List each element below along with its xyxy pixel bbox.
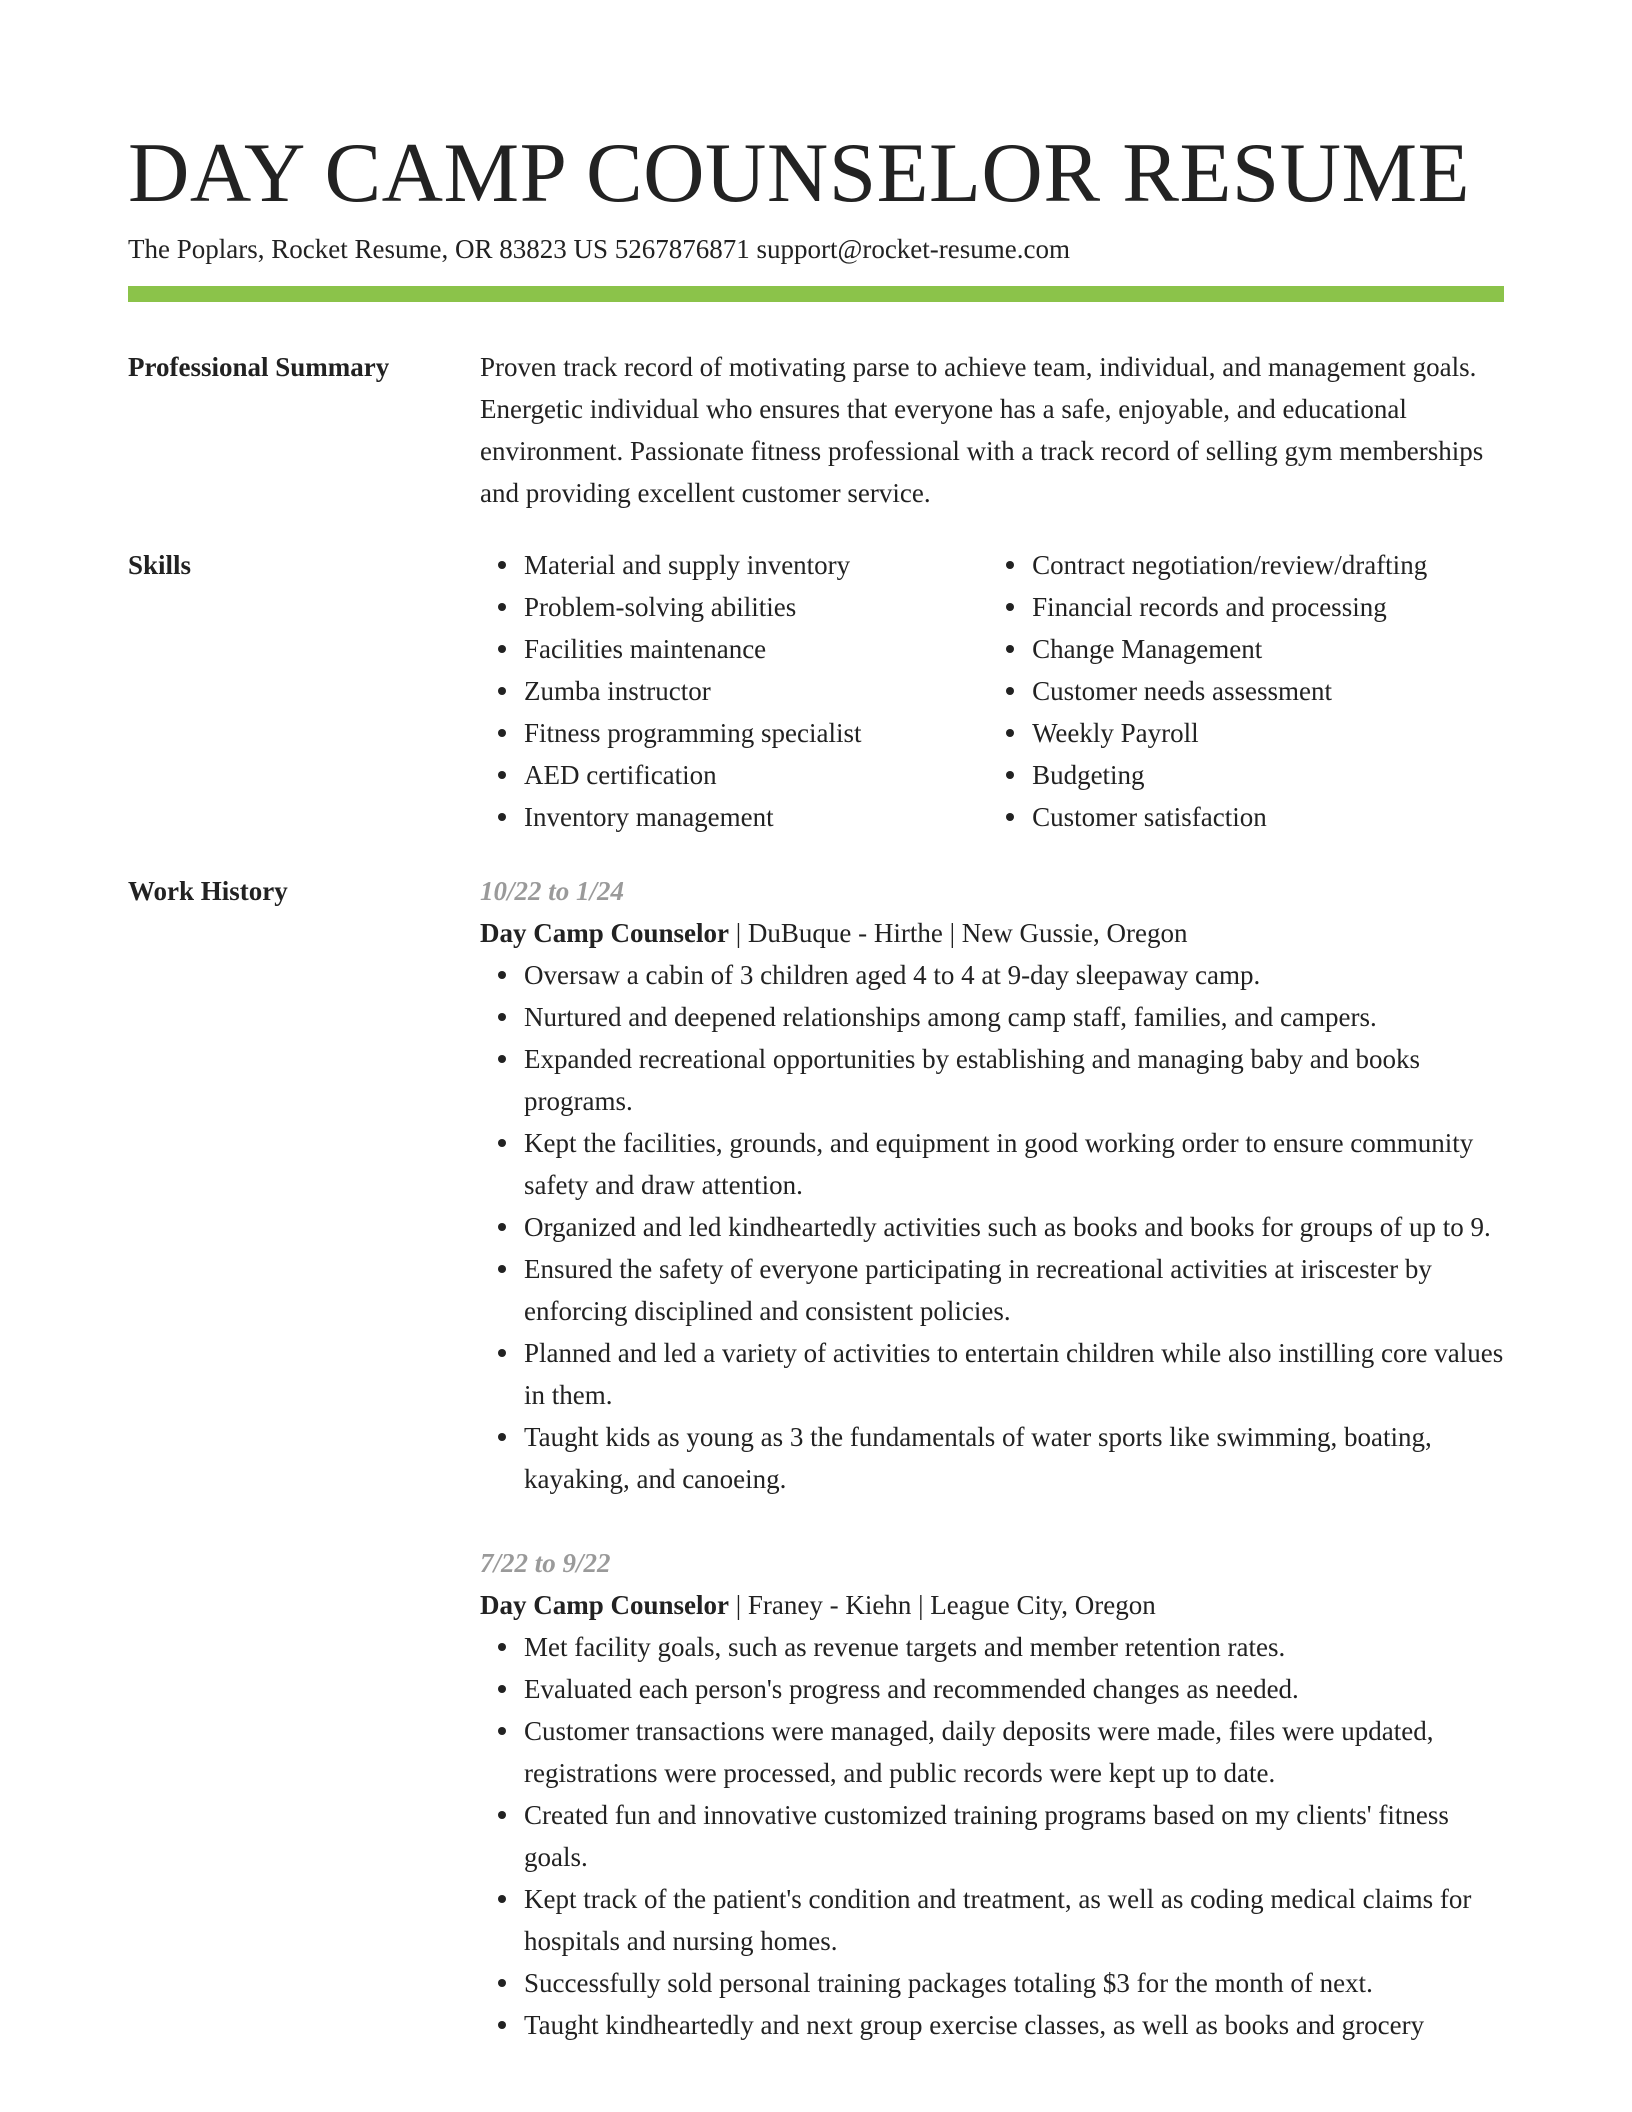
job-duty: Ensured the safety of everyone participating in recreational activities at iriscester by enforcing disciplined and consistent policies. [524, 1248, 1504, 1332]
skill-item: Budgeting [1032, 754, 1504, 796]
job-duty: Customer transactions were managed, daily deposits were made, files were updated, registrations were processed, and public records were kept up to date. [524, 1710, 1504, 1794]
job-duty: Created fun and innovative customized training programs based on my clients' fitness goals. [524, 1794, 1504, 1878]
job-employer-location: | DuBuque - Hirthe | New Gussie, Oregon [729, 918, 1188, 948]
skill-item: Facilities maintenance [524, 628, 980, 670]
skills-heading: Skills [128, 550, 192, 580]
work-history-heading: Work History [128, 876, 288, 906]
job-duty: Planned and led a variety of activities to entertain children while also instilling core values in them. [524, 1332, 1504, 1416]
skill-item: Contract negotiation/review/drafting [1032, 544, 1504, 586]
skill-item: Material and supply inventory [524, 544, 980, 586]
job-title: Day Camp Counselor [480, 1590, 730, 1620]
skill-item: Problem-solving abilities [524, 586, 980, 628]
summary-text: Proven track record of motivating parse to achieve team, individual, and management goals. Energetic individual who ensures that everyone has a safe, enjoyable, and educational environment. Passionate fitness professional with a track record of selling gym memberships and providing excellent customer service. [480, 352, 1484, 508]
skill-item: Financial records and processing [1032, 586, 1504, 628]
skills-list-right [980, 544, 1504, 838]
job-entry [480, 870, 1504, 1500]
skill-item: Zumba instructor [524, 670, 980, 712]
header-divider [128, 286, 1504, 302]
skills-list-left [480, 544, 980, 838]
skills-columns [480, 544, 1504, 838]
job-duty: Oversaw a cabin of 3 children aged 4 to 4 at 9-day sleepaway camp. [524, 954, 1504, 996]
job-duty: Taught kindheartedly and next group exercise classes, as well as books and grocery [524, 2004, 1504, 2046]
skill-item: Fitness programming specialist [524, 712, 980, 754]
contact-info: The Poplars, Rocket Resume, OR 83823 US 5267876871 support@rocket-resume.com [128, 234, 1070, 264]
job-dates: 7/22 to 9/22 [480, 1548, 611, 1578]
job-duty: Kept track of the patient's condition and treatment, as well as coding medical claims for hospitals and nursing homes. [524, 1878, 1504, 1962]
job-entry [480, 1542, 1504, 2046]
skill-item: AED certification [524, 754, 980, 796]
job-duties-list [480, 1626, 1504, 2046]
job-duty: Taught kids as young as 3 the fundamentals of water sports like swimming, boating, kayaking, and canoeing. [524, 1416, 1504, 1500]
skill-item: Customer satisfaction [1032, 796, 1504, 838]
job-duty: Expanded recreational opportunities by establishing and managing baby and books programs. [524, 1038, 1504, 1122]
skill-item: Inventory management [524, 796, 980, 838]
skill-item: Weekly Payroll [1032, 712, 1504, 754]
work-history-body [480, 870, 1504, 2046]
summary-body [480, 346, 1504, 514]
skills-body [480, 544, 1504, 838]
job-header [480, 1584, 1504, 1626]
job-duty: Met facility goals, such as revenue targets and member retention rates. [524, 1626, 1504, 1668]
summary-heading: Professional Summary [128, 352, 390, 382]
skill-item: Change Management [1032, 628, 1504, 670]
job-employer-location: | Franey - Kiehn | League City, Oregon [729, 1590, 1156, 1620]
job-duty: Successfully sold personal training packages totaling $3 for the month of next. [524, 1962, 1504, 2004]
skill-item: Customer needs assessment [1032, 670, 1504, 712]
job-duty: Nurtured and deepened relationships among camp staff, families, and campers. [524, 996, 1504, 1038]
job-dates: 10/22 to 1/24 [480, 876, 625, 906]
resume-title: DAY CAMP COUNSELOR RESUME [128, 126, 1471, 220]
job-duty: Organized and led kindheartedly activities such as books and books for groups of up to 9. [524, 1206, 1504, 1248]
job-header [480, 912, 1504, 954]
job-duties-list [480, 954, 1504, 1500]
job-duty: Kept the facilities, grounds, and equipment in good working order to ensure community safety and draw attention. [524, 1122, 1504, 1206]
job-title: Day Camp Counselor [480, 918, 730, 948]
job-duty: Evaluated each person's progress and recommended changes as needed. [524, 1668, 1504, 1710]
